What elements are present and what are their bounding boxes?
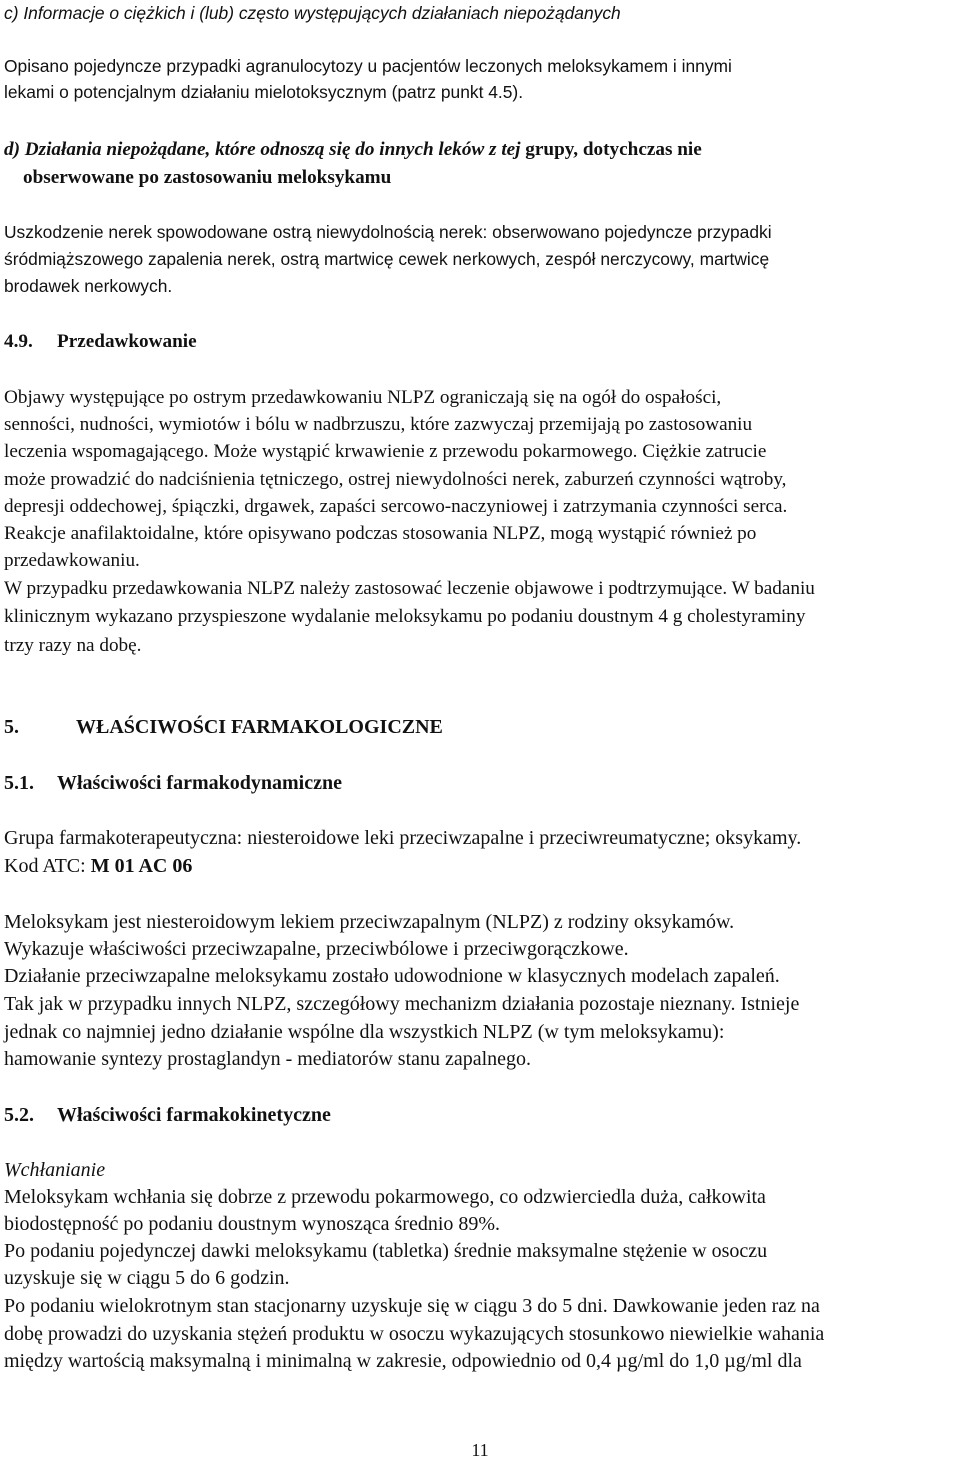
section-51-heading — [4, 770, 342, 797]
section-52-line-2: biodostępność po podaniu doustnym wynosząca średnio 89%. — [4, 1213, 501, 1235]
section-52-line-6: dobę prowadzi do uzyskania stężeń produktu w osoczu wykazujących stosunkowo niewielkie wahania — [4, 1323, 825, 1345]
section-49-line-7: przedawkowaniu. — [4, 550, 140, 571]
section-51-line-3: Działanie przeciwzapalne meloksykamu zostało udowodnione w klasycznych modelach zapaleń. — [4, 965, 780, 987]
section-51-number: 5.1. — [4, 772, 34, 794]
section-52-line-7: między wartością maksymalną i minimalną w zakresie, odpowiednio od 0,4 µg/ml do 1,0 µg/ml dla — [4, 1350, 802, 1372]
section-52-number: 5.2. — [4, 1104, 34, 1126]
section-52-line-3: Po podaniu pojedynczej dawki meloksykamu (tabletka) średnie maksymalne stężenie w osoczu — [4, 1240, 768, 1262]
section-51-atc-line — [4, 853, 192, 880]
atc-code: M 01 AC 06 — [90, 855, 193, 877]
atc-label: Kod ATC: — [4, 855, 91, 877]
section-d-heading — [4, 136, 702, 163]
section-49-line-8: W przypadku przedawkowania NLPZ należy zastosować leczenie objawowe i podtrzymujące. W badaniu — [4, 578, 815, 599]
section-51-line-1: Meloksykam jest niesteroidowym lekiem przeciwzapalnym (NLPZ) z rodziny oksykamów. — [4, 911, 735, 933]
section-51-line-4: Tak jak w przypadku innych NLPZ, szczegółowy mechanizm działania pozostaje nieznany. Istnieje — [4, 993, 800, 1015]
section-51-line-5: jednak co najmniej jedno działanie wspólne dla wszystkich NLPZ (w tym meloksykamu): — [4, 1021, 725, 1043]
section-49-line-3: leczenia wspomagającego. Może wystąpić krwawienie z przewodu pokarmowego. Ciężkie zatrucie — [4, 441, 767, 462]
section-52-line-1: Meloksykam wchłania się dobrze z przewodu pokarmowego, co odzwierciedla duża, całkowita — [4, 1186, 766, 1208]
section-49-number: 4.9. — [4, 331, 33, 352]
section-d-heading-rest: grupy, dotychczas nie — [520, 139, 702, 160]
section-d-line-2: śródmiąższowego zapalenia nerek, ostrą martwicę cewek nerkowych, zespół nerczycowy, martwicę — [4, 249, 770, 269]
section-49-line-2: senności, nudności, wymiotów i bólu w nadbrzuszu, które zazwyczaj przemijają po zastosowaniu — [4, 414, 753, 435]
section-51-line-6: hamowanie syntezy prostaglandyn - mediatorów stanu zapalnego. — [4, 1048, 532, 1070]
section-d-heading-italic: d) Działania niepożądane, które odnoszą się do innych leków z tej — [4, 139, 521, 160]
section-52-subheading: Wchłanianie — [4, 1159, 106, 1181]
section-c-line-1: Opisano pojedyncze przypadki agranulocytozy u pacjentów leczonych meloksykamem i innymi — [4, 56, 732, 76]
section-d-line-3: brodawek nerkowych. — [4, 276, 173, 296]
section-49-title: Przedawkowanie — [57, 331, 197, 352]
section-52-heading — [4, 1102, 331, 1129]
section-c-line-2: lekami o potencjalnym działaniu mielotoksycznym (patrz punkt 4.5). — [4, 82, 524, 102]
section-52-line-5: Po podaniu wielokrotnym stan stacjonarny uzyskuje się w ciągu 3 do 5 dni. Dawkowanie jeden raz na — [4, 1295, 820, 1317]
section-51-line-2: Wykazuje właściwości przeciwzapalne, przeciwbólowe i przeciwgorączkowe. — [4, 938, 629, 960]
section-52-line-4: uzyskuje się w ciągu 5 do 6 godzin. — [4, 1267, 290, 1289]
section-49-line-10: trzy razy na dobę. — [4, 635, 142, 656]
section-5-heading — [4, 714, 443, 741]
section-49-line-9: klinicznym wykazano przyspieszone wydalanie meloksykamu po podaniu doustnym 4 g cholestyraminy — [4, 606, 806, 627]
section-d-heading-line-2: obserwowane po zastosowaniu meloksykamu — [23, 167, 392, 188]
page-number: 11 — [471, 1440, 489, 1460]
section-49-line-1: Objawy występujące po ostrym przedawkowaniu NLPZ ograniczają się na ogół do ospałości, — [4, 387, 722, 408]
section-5-number: 5. — [4, 716, 19, 738]
section-c-heading: c) Informacje o ciężkich i (lub) często występujących działaniach niepożądanych — [4, 3, 621, 23]
section-52-title: Właściwości farmakokinetyczne — [57, 1104, 331, 1126]
section-49-line-4: może prowadzić do nadciśnienia tętniczego, ostrej niewydolności nerek, zaburzeń czynności wątroby, — [4, 469, 787, 490]
section-49-line-6: Reakcje anafilaktoidalne, które opisywano podczas stosowania NLPZ, mogą wystąpić również po — [4, 523, 757, 544]
section-49-line-5: depresji oddechowej, śpiączki, drgawek, zapaści sercowo-naczyniowej i zatrzymania czynności serca. — [4, 496, 788, 517]
section-d-line-1: Uszkodzenie nerek spowodowane ostrą niewydolnością nerek: obserwowano pojedyncze przypadki — [4, 222, 772, 242]
section-5-title: WŁAŚCIWOŚCI FARMAKOLOGICZNE — [76, 716, 443, 738]
section-51-title: Właściwości farmakodynamiczne — [57, 772, 342, 794]
section-51-group-line: Grupa farmakoterapeutyczna: niesteroidowe leki przeciwzapalne i przeciwreumatyczne; oksykamy. — [4, 827, 802, 849]
section-49-heading — [4, 328, 197, 355]
